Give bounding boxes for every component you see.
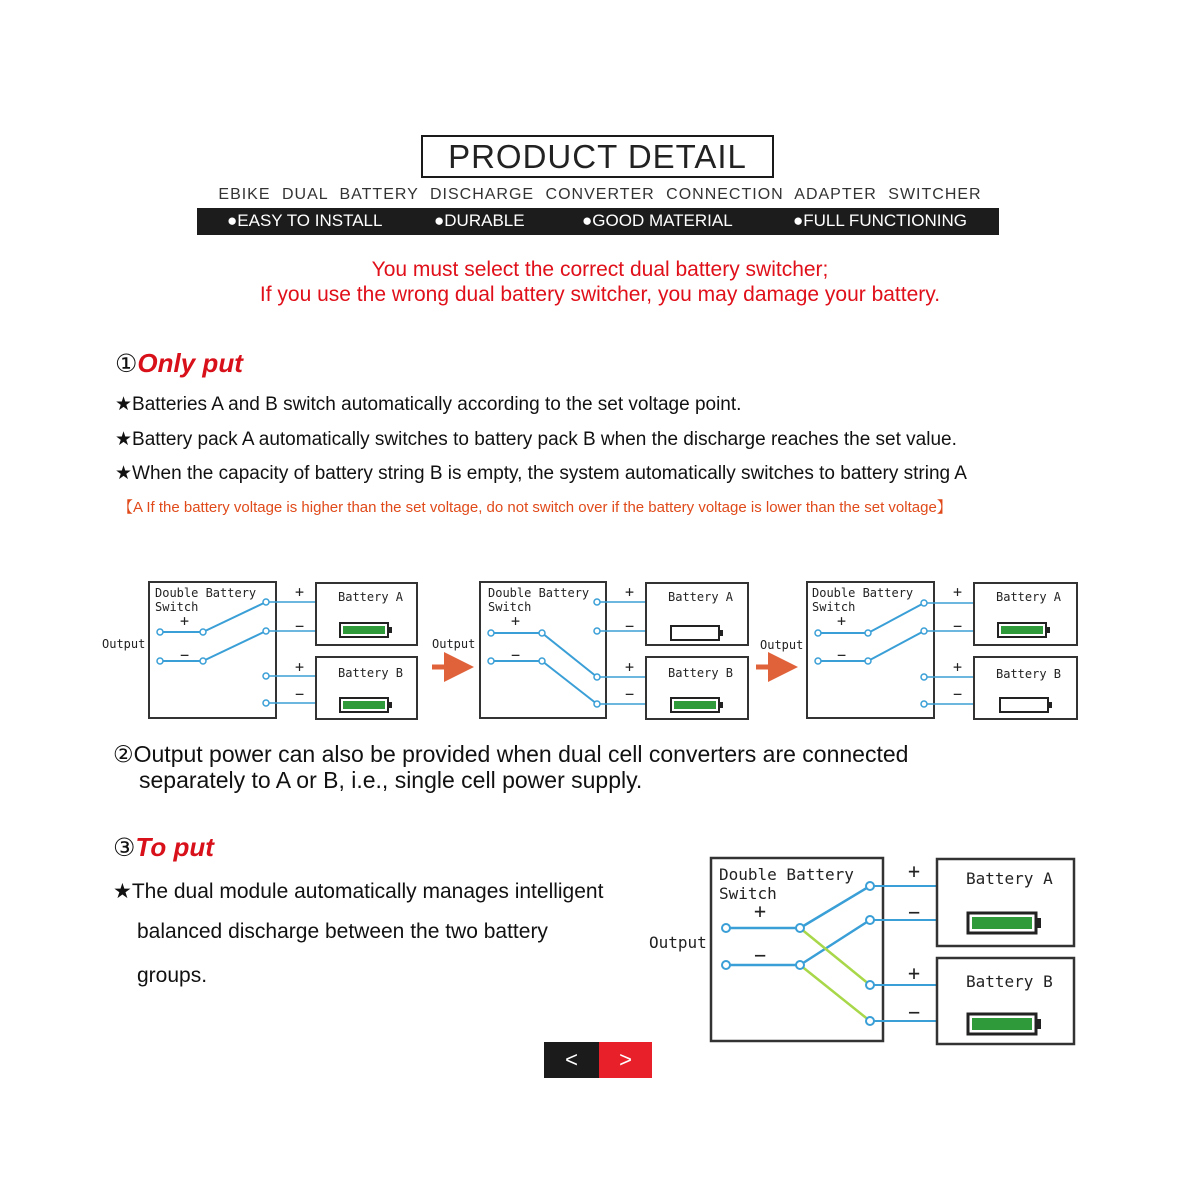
svg-text:+: + xyxy=(908,961,921,985)
diagram-1 xyxy=(102,582,417,719)
svg-text:−: − xyxy=(625,685,635,703)
section-1-bullet-3: ★When the capacity of battery string B is empty, the system automatically switches to battery string A xyxy=(115,463,967,484)
svg-text:−: − xyxy=(953,685,963,703)
svg-text:Switch: Switch xyxy=(155,600,199,614)
warning-line-1: You must select the correct dual battery switcher; xyxy=(371,258,829,281)
section-2-line-2: separately to A or B, i.e., single cell power supply. xyxy=(139,767,643,793)
section-1-number: ① xyxy=(115,350,138,378)
svg-text:Battery B: Battery B xyxy=(338,666,404,680)
svg-text:+: + xyxy=(295,583,305,601)
svg-text:+: + xyxy=(180,612,190,630)
section-3-heading xyxy=(113,832,214,863)
next-button[interactable]: > xyxy=(599,1042,652,1078)
svg-text:−: − xyxy=(180,646,190,664)
section-3-number: ③ xyxy=(113,834,136,862)
section-3-title: To put xyxy=(135,832,214,862)
feature-good-material: ●GOOD MATERIAL xyxy=(582,211,733,230)
svg-text:Switch: Switch xyxy=(488,600,532,614)
svg-text:Battery A: Battery A xyxy=(668,590,734,604)
section-2-line-1 xyxy=(113,741,908,768)
svg-text:Battery A: Battery A xyxy=(338,590,404,604)
svg-text:Battery B: Battery B xyxy=(966,972,1053,991)
feature-full-functioning: ●FULL FUNCTIONING xyxy=(793,211,967,230)
svg-text:+: + xyxy=(625,658,635,676)
svg-text:+: + xyxy=(837,612,847,630)
section-2-text-1: Output power can also be provided when dual cell converters are connected xyxy=(133,741,909,767)
page-title: PRODUCT DETAIL xyxy=(421,135,774,178)
svg-text:Output: Output xyxy=(432,637,476,651)
svg-text:Switch: Switch xyxy=(719,884,777,903)
svg-text:+: + xyxy=(511,612,521,630)
section-1-bullet-2: ★Battery pack A automatically switches to battery pack B when the discharge reaches the set value. xyxy=(115,429,957,450)
svg-text:Battery A: Battery A xyxy=(996,590,1062,604)
svg-text:−: − xyxy=(295,685,305,703)
svg-text:−: − xyxy=(295,617,305,635)
section-1-note: 【A If the battery voltage is higher than the set voltage, do not switch over if the battery voltage is lower than the set voltage】 xyxy=(118,499,952,516)
section-3-line-3: groups. xyxy=(137,964,208,987)
svg-text:+: + xyxy=(953,583,963,601)
svg-text:+: + xyxy=(953,658,963,676)
section-3-line-1: ★The dual module automatically manages intelligent xyxy=(113,880,604,903)
svg-text:−: − xyxy=(908,1000,921,1024)
diagram-3 xyxy=(807,582,1077,719)
svg-text:−: − xyxy=(511,646,521,664)
feature-durable: ●DURABLE xyxy=(434,211,525,230)
prev-button[interactable]: < xyxy=(544,1042,599,1078)
svg-text:−: − xyxy=(754,943,767,967)
svg-text:Output: Output xyxy=(649,933,707,952)
diagram-4 xyxy=(649,858,1074,1044)
section-1-bullet-1: ★Batteries A and B switch automatically according to the set voltage point. xyxy=(115,394,742,415)
svg-text:Output: Output xyxy=(760,638,804,652)
feature-easy-install: ●EASY TO INSTALL xyxy=(227,211,383,230)
section-1-title: Only put xyxy=(137,348,243,378)
svg-text:Double Battery: Double Battery xyxy=(488,586,590,600)
svg-text:Switch: Switch xyxy=(812,600,856,614)
svg-text:Double Battery: Double Battery xyxy=(812,586,914,600)
svg-text:−: − xyxy=(625,617,635,635)
svg-text:Output: Output xyxy=(102,637,146,651)
svg-text:+: + xyxy=(625,583,635,601)
svg-text:Battery A: Battery A xyxy=(966,869,1053,888)
warning-line-2: If you use the wrong dual battery switcher, you may damage your battery. xyxy=(259,283,941,306)
diagram-2 xyxy=(480,582,748,719)
svg-text:−: − xyxy=(908,900,921,924)
product-subtitle: EBIKE DUAL BATTERY DISCHARGE CONVERTER CONNECTION ADAPTER SWITCHER xyxy=(218,186,982,203)
svg-text:Double Battery: Double Battery xyxy=(155,586,257,600)
svg-text:Battery B: Battery B xyxy=(668,666,734,680)
section-3-line-2: balanced discharge between the two battery xyxy=(137,920,548,943)
svg-text:Battery B: Battery B xyxy=(996,667,1062,681)
svg-text:−: − xyxy=(837,646,847,664)
svg-text:+: + xyxy=(295,658,305,676)
svg-text:+: + xyxy=(908,859,921,883)
section-2-number: ② xyxy=(113,741,134,767)
svg-text:Double Battery: Double Battery xyxy=(719,865,854,884)
svg-text:−: − xyxy=(953,617,963,635)
svg-text:+: + xyxy=(754,899,767,923)
